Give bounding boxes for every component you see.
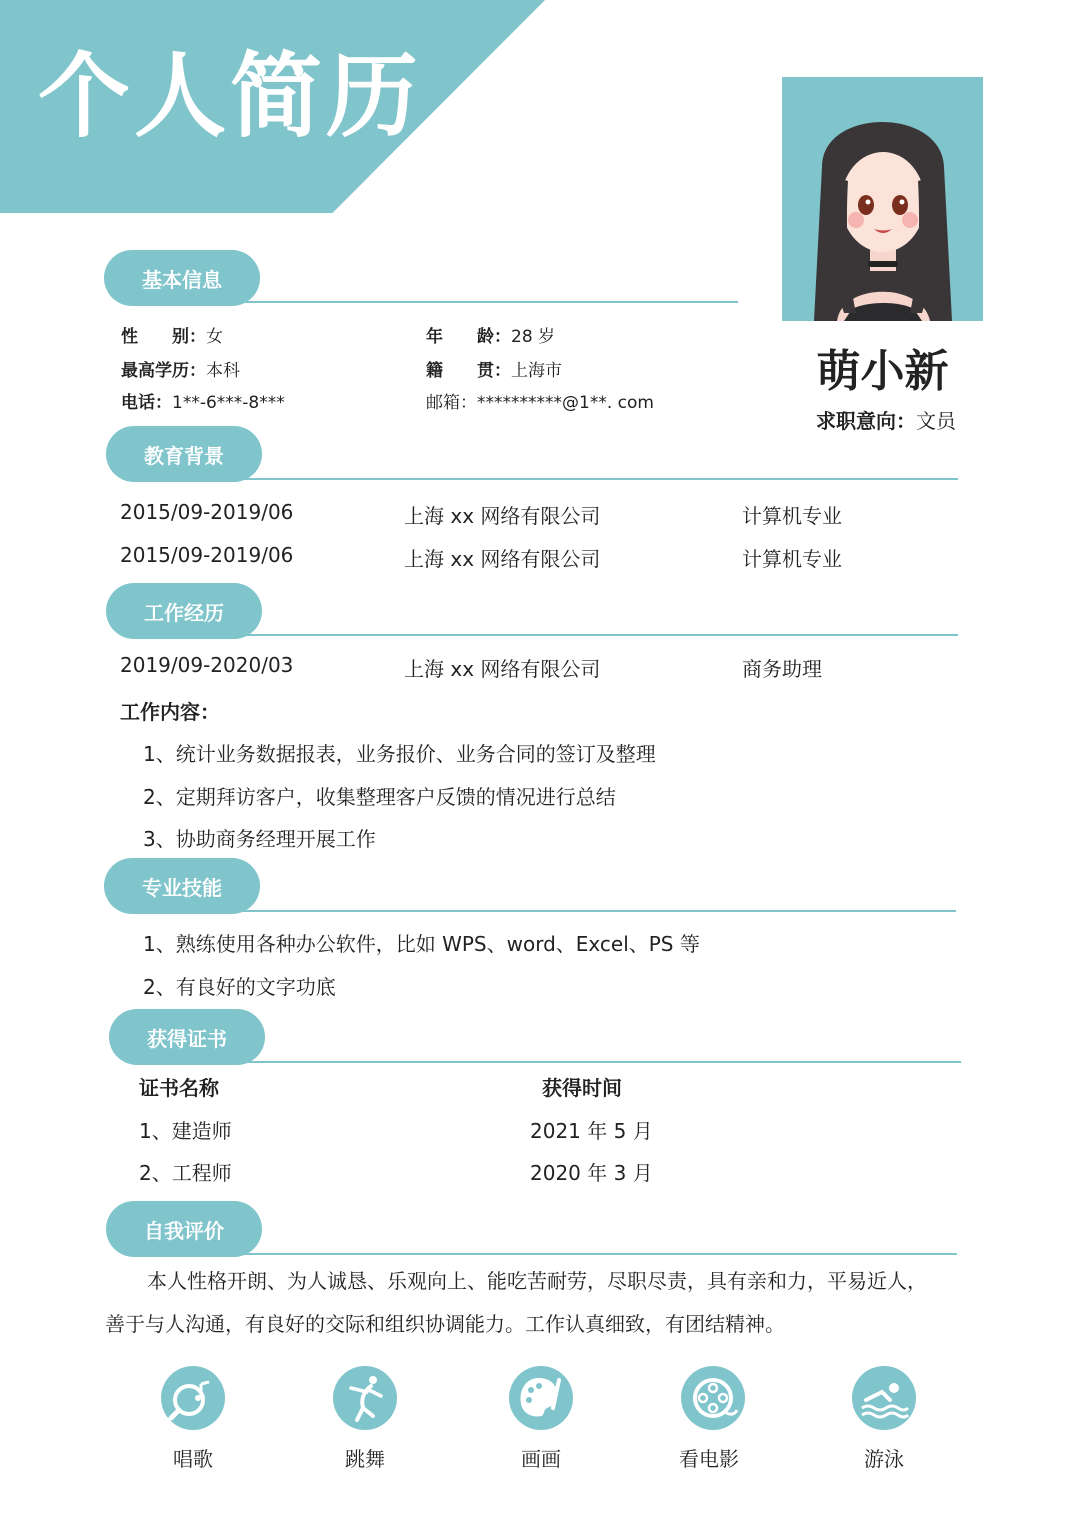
self-eval-text	[105, 1260, 965, 1346]
info-gender-label: 性 别：	[121, 327, 206, 347]
info-degree	[121, 356, 240, 381]
page-title: 个人简历	[38, 43, 423, 150]
info-email	[426, 388, 654, 413]
edu-period: 2015/09-2019/06	[120, 543, 294, 567]
info-email-value: **********@1**. com	[477, 393, 654, 413]
work-role: 商务助理	[742, 657, 822, 681]
section-divider	[180, 301, 738, 303]
work-content-label: 工作内容：	[120, 700, 220, 724]
edu-major: 计算机专业	[742, 504, 842, 528]
edu-org: 上海 xx 网络有限公司	[404, 547, 601, 571]
edu-major: 计算机专业	[742, 547, 842, 571]
info-phone-value: 1**-6***-8***	[172, 393, 285, 413]
hobby-label: 唱歌	[173, 1447, 213, 1471]
work-period: 2019/09-2020/03	[120, 653, 294, 677]
info-age-label: 年 龄：	[426, 327, 511, 347]
cert-col-time: 获得时间	[542, 1076, 622, 1100]
cert-name: 2、工程师	[139, 1161, 232, 1185]
section-divider	[180, 1253, 957, 1255]
singing-icon	[161, 1366, 225, 1430]
info-age	[426, 322, 555, 347]
section-header-self-eval: 自我评价	[106, 1201, 262, 1257]
painting-icon	[509, 1366, 573, 1430]
info-gender-value: 女	[206, 327, 223, 347]
info-degree-value: 本科	[206, 361, 240, 381]
section-divider	[180, 634, 958, 636]
hobby-label: 画画	[521, 1447, 561, 1471]
cert-name: 1、建造师	[139, 1119, 232, 1143]
work-item: 1、统计业务数据报表，业务报价、业务合同的签订及整理	[143, 742, 656, 766]
info-age-value: 28 岁	[511, 327, 556, 347]
section-divider	[180, 478, 958, 480]
candidate-name: 萌小新	[816, 346, 949, 397]
profile-photo	[782, 77, 983, 321]
work-item: 3、协助商务经理开展工作	[143, 827, 376, 851]
edu-period: 2015/09-2019/06	[120, 500, 294, 524]
section-header-work: 工作经历	[106, 583, 262, 639]
hobby-label: 看电影	[679, 1447, 739, 1471]
section-header-education: 教育背景	[106, 426, 262, 482]
cert-time: 2021 年 5 月	[530, 1119, 653, 1143]
edu-org: 上海 xx 网络有限公司	[404, 504, 601, 528]
section-header-skills: 专业技能	[104, 858, 260, 914]
work-org: 上海 xx 网络有限公司	[404, 657, 601, 681]
info-phone-label: 电话：	[121, 393, 172, 413]
work-item: 2、定期拜访客户，收集整理客户反馈的情况进行总结	[143, 785, 616, 809]
self-eval-line: 本人性格开朗、为人诚恳、乐观向上、能吃苦耐劳，尽职尽责，具有亲和力，平易近人，	[147, 1269, 927, 1293]
swimming-icon	[852, 1366, 916, 1430]
info-gender	[121, 322, 223, 347]
hobby-label: 游泳	[864, 1447, 904, 1471]
section-header-certs: 获得证书	[109, 1009, 265, 1065]
film-reel-icon	[681, 1366, 745, 1430]
cert-time: 2020 年 3 月	[530, 1161, 653, 1185]
info-hometown-value: 上海市	[511, 361, 562, 381]
avatar-illustration	[782, 77, 983, 321]
dancing-icon	[333, 1366, 397, 1430]
info-phone	[121, 388, 285, 413]
skill-item: 1、熟练使用各种办公软件，比如 WPS、word、Excel、PS 等	[143, 932, 700, 956]
section-divider	[185, 1061, 961, 1063]
info-hometown	[426, 356, 562, 381]
self-eval-line: 善于与人沟通，有良好的交际和组织协调能力。工作认真细致，有团结精神。	[105, 1312, 785, 1336]
job-intent-label: 求职意向：	[816, 409, 916, 433]
skill-item: 2、有良好的文字功底	[143, 975, 336, 999]
job-intent	[816, 405, 956, 434]
info-email-label: 邮箱：	[426, 393, 477, 413]
info-hometown-label: 籍 贯：	[426, 361, 511, 381]
section-divider	[180, 910, 956, 912]
hobby-label: 跳舞	[345, 1447, 385, 1471]
job-intent-value: 文员	[916, 409, 956, 433]
cert-col-name: 证书名称	[139, 1076, 219, 1100]
info-degree-label: 最高学历：	[121, 361, 206, 381]
section-header-basic-info: 基本信息	[104, 250, 260, 306]
